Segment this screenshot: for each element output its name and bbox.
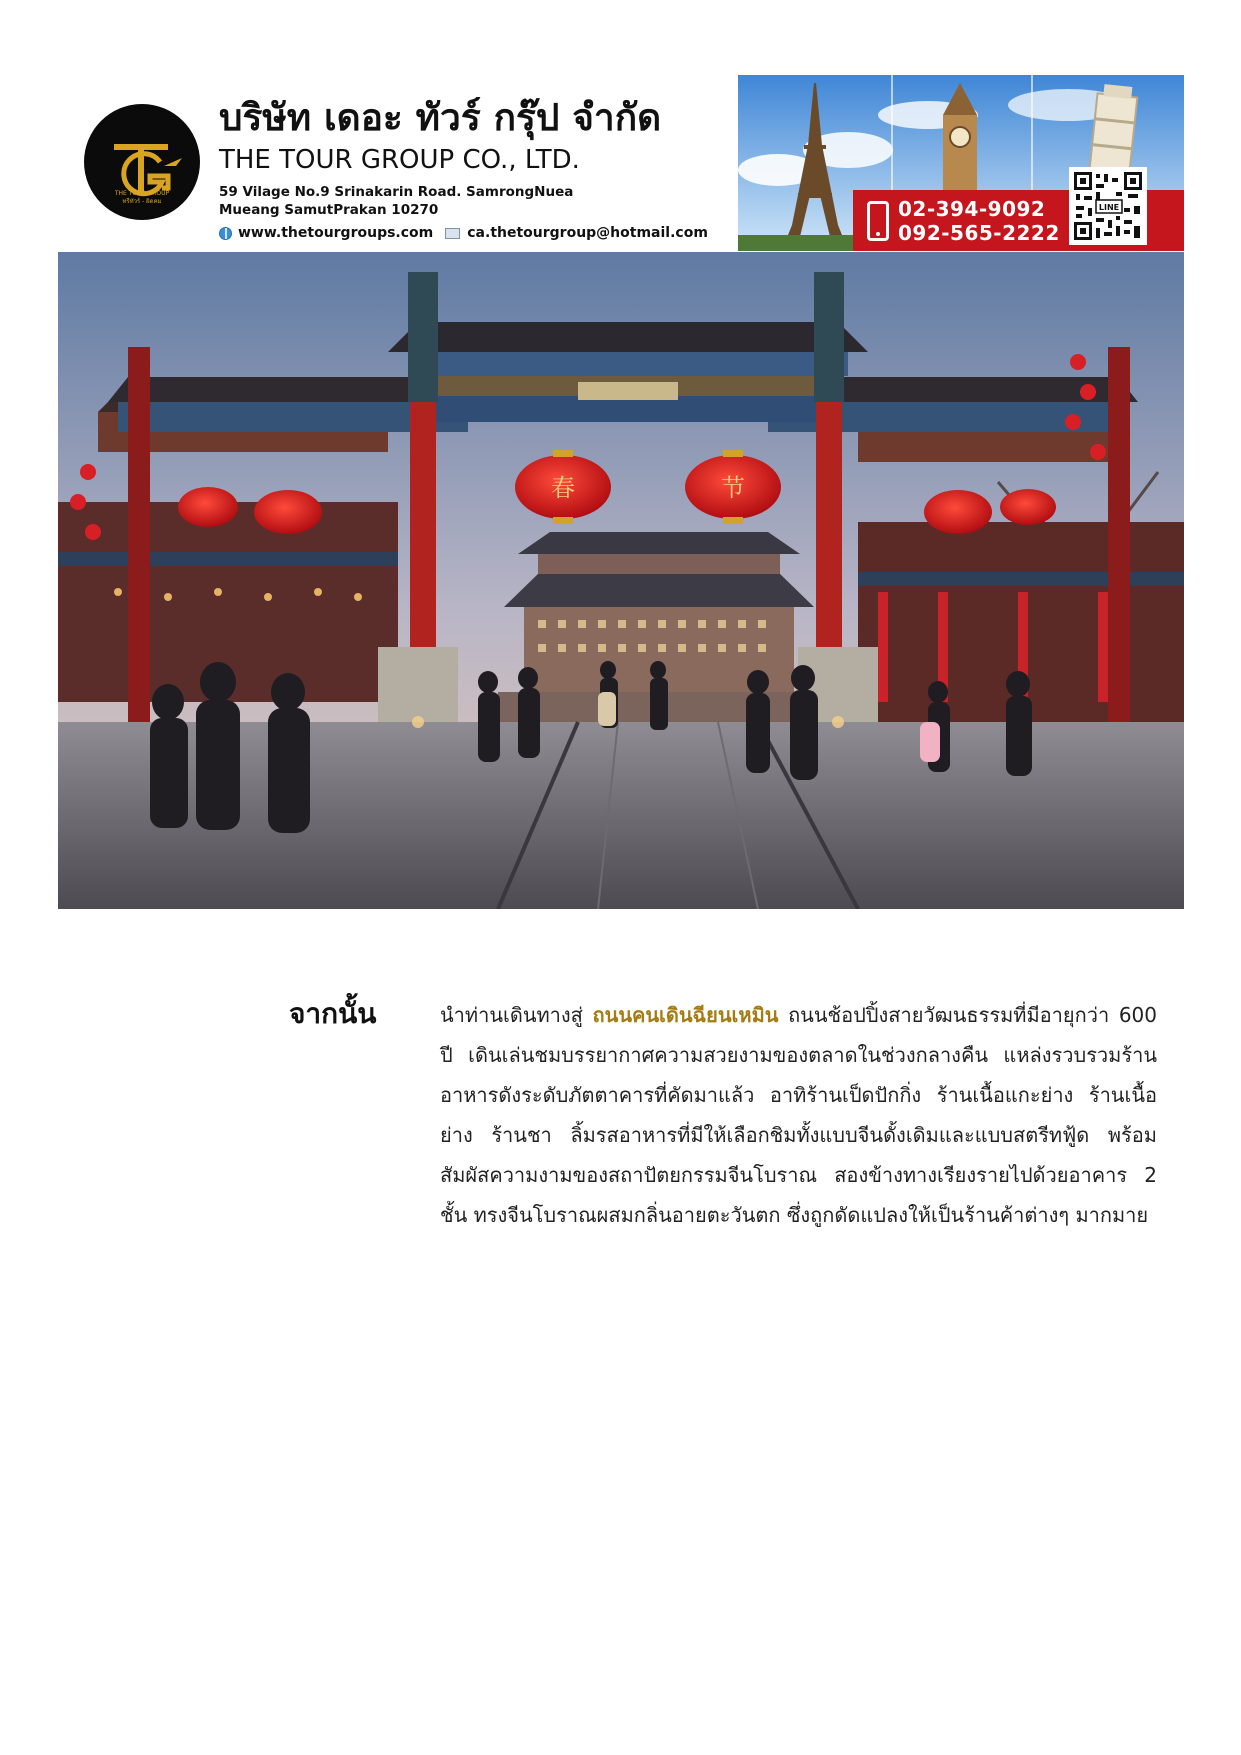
- qianmen-street-archway-photo: [58, 252, 1184, 909]
- line-qr-code[interactable]: [1069, 167, 1147, 245]
- mobile-phone-icon: [867, 201, 889, 241]
- letterhead: [58, 75, 1184, 251]
- address-line-1: 59 Vilage No.9 Srinakarin Road. SamrongNuea: [219, 184, 574, 200]
- company-info: [219, 95, 779, 241]
- lantern-left-char: 春: [551, 474, 575, 502]
- itinerary-paragraph: [440, 995, 1157, 1235]
- phone-number-1[interactable]: 02-394-9092: [898, 197, 1046, 221]
- email-link[interactable]: ca.thetourgroup@hotmail.com: [467, 225, 708, 241]
- paragraph-intro: นำท่านเดินทางสู่: [440, 1003, 593, 1027]
- address-line-2: Mueang SamutPrakan 10270: [219, 202, 439, 218]
- landmark-banner: [738, 75, 1184, 251]
- website-link[interactable]: www.thetourgroups.com: [238, 225, 434, 241]
- phone-number-2[interactable]: 092-565-2222: [898, 221, 1060, 245]
- contact-line: [219, 225, 779, 241]
- logo-caption-en: THE TOUR GROUP: [114, 190, 170, 197]
- tg-monogram-logo: [84, 104, 200, 220]
- company-name-th: บริษัท เดอะ ทัวร์ กรุ๊ป จำกัด: [219, 96, 662, 139]
- paragraph-body: ถนนช้อปปิ้งสายวัฒนธรรมที่มีอายุกว่า 600 ปี เดินเล่นชมบรรยากาศความสวยงามของตลาดในช่วงกลางคืน แหล่งรวบรวมร้านอาหารดังระดับภัตตาคารที่คัดมาแล้ว อาทิร้านเป็ดปักกิ่ง ร้านเนื้อแกะย่าง ร้านเนื้อย่าง ร้านชา ลิ้มรสอาหารที่มีให้เลือกชิมทั้งแบบจีนดั้งเดิมและแบบสตรีทฟู้ด พร้อมสัมผัสความงามของสถาปัตยกรรมจีนโบราณ สองข้างทางเรียงรายไปด้วยอาคาร 2 ชั้น ทรงจีนโบราณผสมกลิ่นอายตะวันตก ซึ่งถูกดัดแปลงให้เป็นร้านค้าต่างๆ มากมาย: [440, 1003, 1157, 1227]
- logo-caption-th: ทรีทัวร์ - ผิดคม: [122, 198, 162, 205]
- mail-icon: [445, 228, 460, 239]
- lantern-right-char: 节: [721, 474, 745, 502]
- qr-code-icon: [1072, 170, 1144, 242]
- street-scene-illustration: [58, 252, 1184, 909]
- highlight-place-name: ถนนคนเดินฉียนเหมิน: [592, 1003, 779, 1027]
- company-name-en: THE TOUR GROUP CO., LTD.: [219, 145, 580, 175]
- section-label: จากนั้น: [289, 997, 377, 1030]
- globe-icon: [219, 227, 232, 240]
- qr-line-label: LINE: [1098, 203, 1120, 212]
